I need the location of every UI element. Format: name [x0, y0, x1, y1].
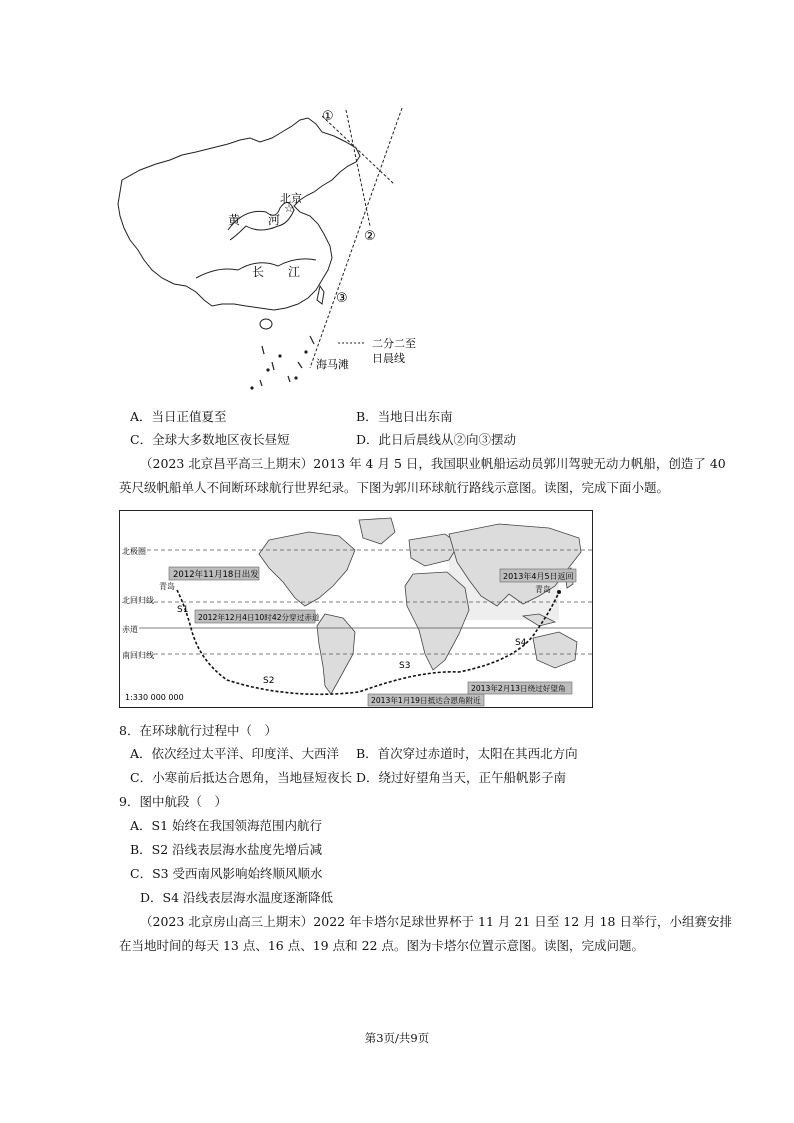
segment-s4-label: S4 [515, 638, 527, 648]
q8-option-c: C．小寒前后抵达合恩角，当地昼短夜长 [130, 770, 353, 785]
intro-8-9-line-1: （2023 北京昌平高三上期末）2013 年 4 月 5 日，我国职业帆船运动员郭川驾驶无动力帆船，创造了 40 [140, 456, 726, 471]
south-sea-islands [251, 336, 314, 389]
legend-line-2: 日晨线 [372, 352, 405, 365]
callout-return: 2013年4月5日返回 [503, 572, 574, 581]
q7-option-a: A．当日正值夏至 [130, 409, 227, 424]
circle-2-label: ② [364, 229, 376, 244]
intro-8-9-line-2: 英尺级帆船单人不间断环球航行世界纪录。下图为郭川环球航行路线示意图。读图，完成下面小题。 [119, 480, 670, 495]
beijing-label: 北京 [280, 192, 302, 205]
callout-equator: 2012年12月4日10时42分穿过赤道 [198, 613, 320, 622]
segment-s1-label: S1 [177, 605, 189, 615]
segment-s2-label: S2 [263, 676, 275, 686]
chang-label: 长 [252, 265, 265, 279]
page-footer: 第3页/共9页 [364, 1031, 430, 1045]
q7-option-d: D．此日后晨线从②向③摆动 [356, 432, 517, 447]
q9-stem: 9．图中航段（ ） [119, 794, 227, 809]
china-terminator-map [110, 100, 430, 400]
circle-3-label: ③ [336, 291, 348, 306]
callout-good-hope: 2013年2月13日绕过好望角 [471, 684, 566, 693]
intro-next-line-1: （2023 北京房山高三上期末）2022 年卡塔尔足球世界杯于 11 月 21 日至 12 月 18 日举行，小组赛安排 [140, 914, 732, 929]
legend-line-1: 二分二至 [372, 337, 416, 350]
terminator-line-1 [322, 116, 394, 184]
q9-option-c: C．S3 受西南风影响始终顺风顺水 [130, 866, 323, 881]
jiang-label: 江 [288, 265, 301, 279]
hainan-island [260, 319, 272, 329]
intro-next-line-2: 在当地时间的每天 13 点、16 点、19 点和 22 点。图为卡塔尔位置示意图。读图，完成问题。 [119, 938, 644, 953]
taiwan-island [317, 286, 324, 304]
qingdao-right-marker [557, 590, 561, 594]
huang-label: 黄 [228, 213, 241, 227]
q8-option-b: B．首次穿过赤道时，太阳在其西北方向 [356, 746, 578, 761]
arctic-circle-label: 北极圈 [122, 547, 146, 556]
q9-option-b: B．S2 沿线表层海水盐度先增后减 [130, 842, 323, 857]
tropic-north-label: 北回归线 [122, 596, 154, 605]
he-label: 河 [268, 213, 281, 227]
q9-option-d: D．S4 沿线表层海水温度逐渐降低 [140, 890, 334, 905]
qingdao-left-label: 青岛 [159, 582, 175, 591]
callout-depart: 2012年11月18日出发 [173, 570, 259, 580]
q8-stem: 8．在环球航行过程中（ ） [119, 723, 277, 738]
q8-option-a: A．依次经过太平洋、印度洋、大西洋 [130, 746, 340, 761]
world-sailing-route-map [119, 510, 593, 708]
segment-s3-label: S3 [399, 661, 411, 671]
haimatan-label: 海马滩 [316, 358, 349, 371]
qingdao-right-label: 青岛 [535, 585, 551, 594]
q8-option-d: D．绕过好望角当天，正午船帆影子南 [356, 770, 567, 785]
terminator-line-3 [310, 108, 402, 368]
q7-option-b: B．当地日出东南 [356, 409, 453, 424]
beijing-star-icon: ☆ [284, 202, 294, 215]
callout-cape-horn: 2013年1月19日抵达合恩角附近 [371, 696, 481, 705]
tropic-south-label: 南回归线 [122, 651, 154, 660]
equator-label: 赤道 [122, 625, 138, 634]
circle-1-label: ① [322, 109, 334, 124]
q7-option-c: C．全球大多数地区夜长昼短 [130, 432, 290, 447]
q9-option-a: A．S1 始终在我国领海范围内航行 [130, 818, 323, 833]
map-scale: 1:330 000 000 [125, 693, 184, 702]
